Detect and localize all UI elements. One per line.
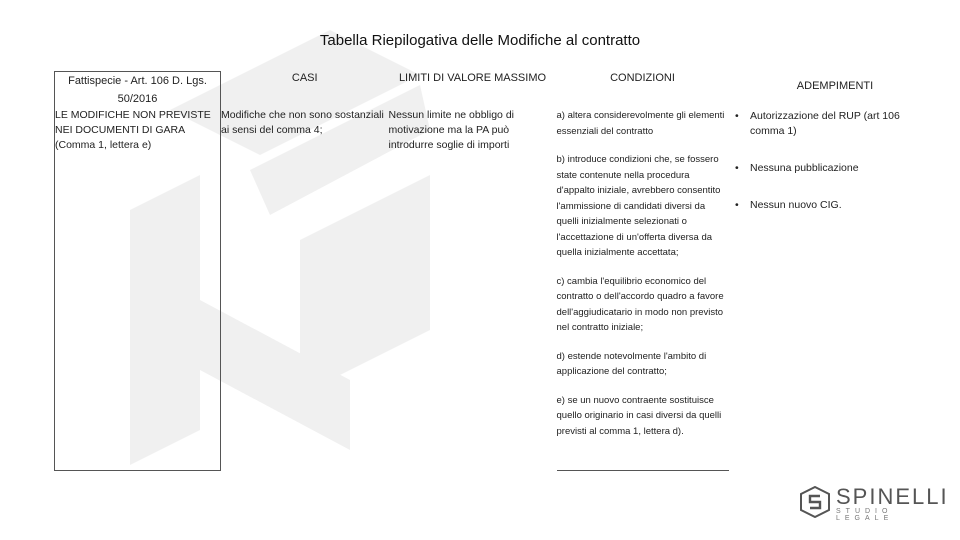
condition-d: d) estende notevolmente l'ambito di applicazione del contratto;: [556, 350, 707, 377]
bullet-icon: •: [735, 199, 739, 211]
table-row: [55, 108, 729, 471]
list-item: [735, 161, 935, 176]
bullet-icon: •: [735, 162, 739, 174]
header-adempimenti: ADEMPIMENTI: [796, 80, 874, 92]
list-item: [735, 109, 935, 139]
condition-c: c) cambia l'equilibrio economico del contratto o dell'accordo quadro a favore dell'aggiudicatario in modo non previsto nel contratto iniziale;: [556, 275, 724, 333]
adempimento-text: Nessuna pubblicazione: [750, 162, 859, 174]
header-fattispecie: Fattispecie - Art. 106 D. Lgs. 50/2016: [55, 72, 221, 109]
cell-limiti: Nessun limite ne obbligo di motivazione ma la PA può introdurre soglie di importi: [388, 109, 514, 151]
table-header-row: [55, 72, 729, 109]
cell-casi: Modifiche che non sono sostanziali ai sensi del comma 4;: [221, 109, 384, 136]
logo-subline: STUDIO LEGALE: [836, 508, 894, 522]
header-casi: CASI: [291, 71, 318, 84]
spinelli-logo: [800, 484, 950, 524]
condition-a: a) altera considerevolmente gli elementi essenziali del contratto: [556, 110, 725, 137]
logo-emblem-icon: [800, 486, 830, 518]
cell-condizioni: [557, 108, 729, 471]
adempimenti-column: [735, 80, 935, 235]
adempimento-text: Nessun nuovo CIG.: [750, 199, 842, 211]
condition-b: b) introduce condizioni che, se fossero state contenute nella procedura d'appalto iniziale, avrebbero consentito l'ammissione di candidati diversi da quelli inizialmente selezionati o l'accettazione di un'offerta diversa da quella inizialmente accettata;: [556, 154, 721, 258]
list-item: [735, 198, 935, 213]
page-title: Tabella Riepilogativa delle Modifiche al contratto: [319, 32, 641, 49]
adempimenti-list: [735, 109, 935, 213]
summary-table: [54, 71, 729, 471]
bullet-icon: •: [735, 110, 739, 122]
logo-brand: SPINELLI: [836, 484, 949, 509]
cell-fattispecie: LE MODIFICHE NON PREVISTE NEI DOCUMENTI DI GARA (Comma 1, lettera e): [55, 108, 221, 471]
header-limiti: LIMITI DI VALORE MASSIMO: [398, 71, 547, 84]
condition-e: e) se un nuovo contraente sostituisce quello originario in casi diversi da quelli previsti al comma 1, lettera d).: [556, 394, 722, 437]
header-condizioni: CONDIZIONI: [610, 71, 675, 84]
adempimento-text: Autorizzazione del RUP (art 106 comma 1): [750, 110, 900, 137]
